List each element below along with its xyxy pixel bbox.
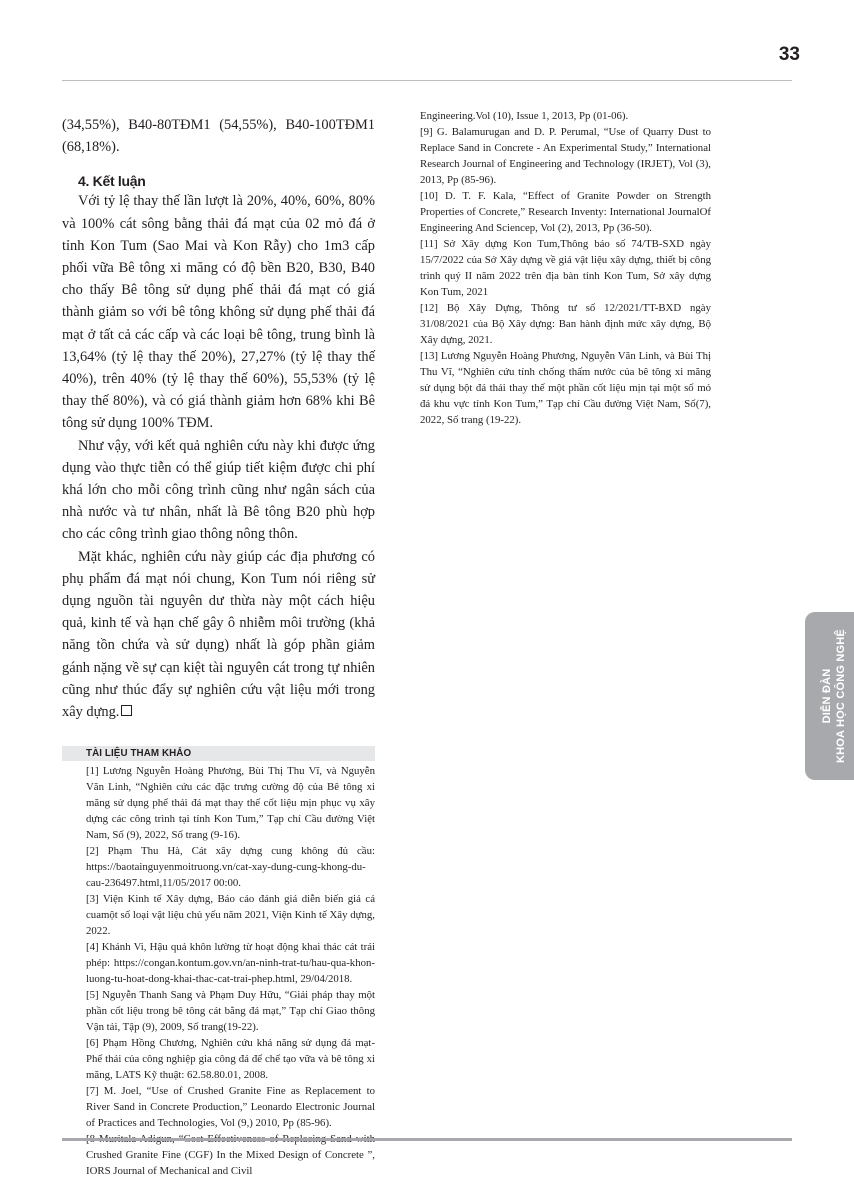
- side-tab-line-1: DIỄN ĐÀN: [820, 668, 833, 724]
- left-column: [62, 114, 375, 1179]
- body-paragraph: Như vậy, với kết quả nghiên cứu này khi được ứng dụng vào thực tiễn có thể giúp tiết kiệm được chi phí khá lớn cho mỗi công trình cũng như ngân sách của nhà nước và tư nhân, nhất là Bê tông B20 phù hợp cho các công trình giao thông nông thôn.: [62, 437, 375, 543]
- references-header: TÀI LIỆU THAM KHẢO: [62, 746, 375, 761]
- reference-item: Crushed Granite Fine (CGF) In the Mixed Design of Concrete ”, IORS Journal of Mechanical and Civil: [86, 1149, 375, 1178]
- intro-text: (34,55%), B40-80TĐM1 (54,55%), B40-100TĐM1 (68,18%).: [62, 117, 375, 156]
- reference-item: [2] Phạm Thu Hà, Cát xây dựng cung không đủ cầu: https://baotainguyenmoitruong.vn/cat-xay-dung-cung-khong-du-cau-236497.html,11/05/2017 00:00.: [86, 845, 375, 890]
- body-paragraph-text: Mặt khác, nghiên cứu này giúp các địa phương có phụ phẩm đá mạt nói chung, Kon Tum nói riêng sử dụng nguồn tài nguyên dư thừa này một cách hiệu quả, kinh tế và hạn chế gây ô nhiễm môi trường (khả năng tồn chứa và sử dụng) nhất là góp phần giảm gánh nặng về sự cạn kiệt tài nguyên cát trong tự nhiên cũng như thúc đẩy sự nghiên cứu vật liệu mới trong xây dựng.: [62, 548, 375, 721]
- right-column: [418, 108, 711, 428]
- footer-rule: [62, 1138, 792, 1141]
- section-heading-conclusion: 4. Kết luận: [78, 173, 146, 190]
- section-side-tab: [805, 612, 854, 780]
- reference-item: Engineering.Vol (10), Issue 1, 2013, Pp (01-06).: [420, 110, 629, 122]
- references-list-continued: [418, 108, 711, 428]
- body-paragraph-last: [62, 546, 375, 724]
- references-list: [62, 763, 375, 1179]
- reference-item: [12] Bộ Xây Dựng, Thông tư số 12/2021/TT-BXD ngày 31/08/2021 của Bộ Xây dựng: Ban hành định mức xây dựng, Bộ Xây dựng, 2021.: [420, 302, 711, 346]
- end-mark-icon: [121, 705, 132, 716]
- reference-item: [4] Khánh Vi, Hậu quả khôn lường từ hoạt động khai thác cát trái phép: https://congan.kontum.gov.vn/an-ninh-trat-tu/hau-qua-khon-luong-tu-hoat-dong-khai-thac-cat-trai-phep.html, 29/04/2018.: [86, 941, 375, 986]
- reference-item: [1] Lương Nguyễn Hoàng Phương, Bùi Thị Thu Vĩ, và Nguyễn Văn Linh, “Nghiên cứu các đặc trưng cường độ của Bê tông xi măng sử dụng phế thải đá mạt thay thế cốt liệu mịn phục vụ xây dựng các công trình tại tỉnh Kon Tum,” Tạp chí Cầu đường Việt Nam, Số (9), 2022, Số trang (9-16).: [86, 765, 375, 842]
- side-tab-line-2: KHOA HỌC CÔNG NGHỆ: [834, 629, 847, 763]
- reference-item: [5] Nguyễn Thanh Sang và Phạm Duy Hữu, “Giải pháp thay một phần cốt liệu trong bê tông cát bằng đá mạt,” Tạp chí Giao thông Vận tải, Tập (9), 2009, Số trang(19-22).: [86, 989, 375, 1034]
- reference-item: [6] Phạm Hồng Chương, Nghiên cứu khả năng sử dụng đá mạt-Phế thải của công nghiệp gia công đá để chế tạo vữa và bê tông xi măng, LATS Kỹ thuật: 62.58.80.01, 2008.: [86, 1037, 375, 1082]
- reference-item: [3] Viện Kinh tế Xây dựng, Báo cáo đánh giá diễn biến giá cả cuamột số loại vật liệu chủ yếu năm 2021, Viện Kinh tế Xây dựng, 2022.: [86, 893, 375, 938]
- reference-item: [7] M. Joel, “Use of Crushed Granite Fine as Replacement to River Sand in Concrete Production,” Leonardo Electronic Journal of Practices and Technologies, Vol (9,) 2010, Pp (85-96).: [86, 1085, 375, 1130]
- reference-item: [9] G. Balamurugan and D. P. Perumal, “Use of Quarry Dust to Replace Sand in Concrete - An Experimental Study,” International Research Journal of Engineering and Technology (IRJET), Vol (3), 2013, Pp (85-96).: [420, 126, 711, 186]
- reference-item: [13] Lương Nguyễn Hoàng Phương, Nguyễn Văn Linh, và Bùi Thị Thu Vĩ, “Nghiên cứu tính chống thấm nước của bê tông xi măng sử dụng bột đá thải thay thế một phần cốt liệu mịn tại một số mỏ đá khu vực tỉnh Kon Tum,” Tạp chí Cầu đường Việt Nam, Số(7), 2022, Số trang (19-22).: [420, 350, 711, 426]
- body-paragraph: Với tỷ lệ thay thế lần lượt là 20%, 40%, 60%, 80% và 100% cát sông bằng thải đá mạt của 02 mỏ đá ở tỉnh Kon Tum (Sao Mai và Kon Rẫy) cho 1m3 cấp phối vữa Bê tông xi măng có độ bền B20, B30, B40 cho thấy Bê tông sử dụng phế thải đá mạt có giá thành giảm so với bê tông không sử dụng phế thải đá mạt ở tất cả các cấp và các loại bê tông, trung bình là 13,64% (tỷ lệ thay thế 20%), 27,27% (tỷ lệ thay thế 40%), trên 40% (tỷ lệ thay thế 60%), 55,53% (tỷ lệ thay thế 80%), và có giá thành giảm hơn 68% khi Bê tông sử dụng 100% TĐM.: [62, 193, 375, 432]
- side-tab-label: [809, 612, 854, 780]
- page-number: 33: [778, 44, 800, 65]
- reference-item: [10] D. T. F. Kala, “Effect of Granite Powder on Strength Properties of Concrete,” Research Inventy: International JournalOf Engineering And Sciencep, Vol (2), 2013, Pp (36-50).: [420, 190, 711, 234]
- reference-item: [11] Sở Xây dựng Kon Tum,Thông báo số 74/TB-SXD ngày 15/7/2022 của Sở Xây dựng về giá vật liệu xây dựng, thiết bị công trình quý II năm 2022 trên địa bàn tỉnh Kon Tum, Sở xây dựng Kon Tum, 2021: [420, 238, 711, 298]
- header-rule: [62, 80, 792, 81]
